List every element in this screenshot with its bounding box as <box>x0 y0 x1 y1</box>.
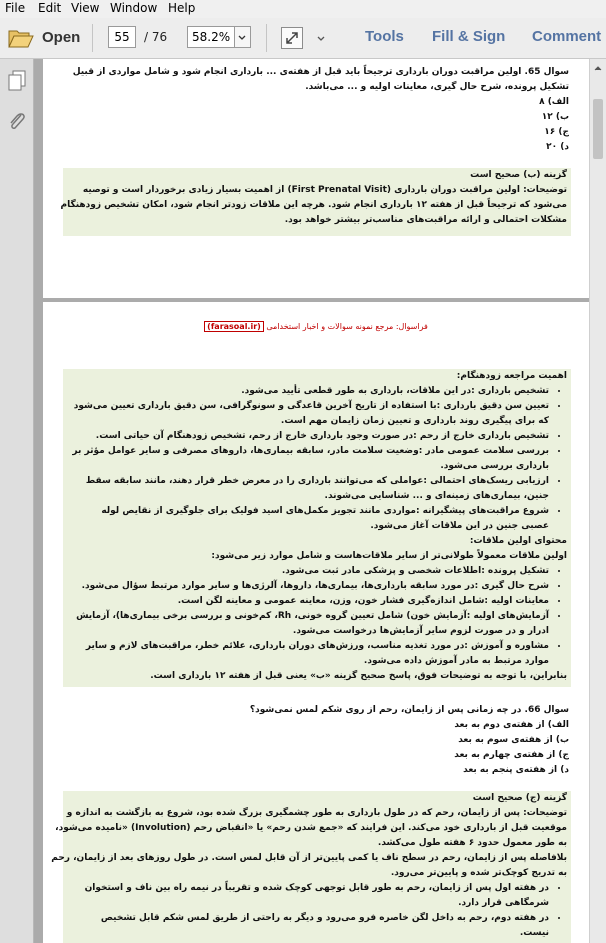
list-item: • بررسی سلامت عمومی مادر :وضعیت سلامت مادر، سابقه بیماری‌ها، داروهای مصرفی و سایر عوامل مؤثر بر بارداری بررسی می‌شود. <box>63 444 549 474</box>
toolbar <box>0 18 606 59</box>
weeks-list <box>63 881 571 941</box>
menu-edit[interactable]: Edit <box>38 1 62 15</box>
fit-page-button[interactable] <box>281 27 303 49</box>
conclusion: بنابراین، با توجه به توضیحات فوق، پاسخ صحیح گزینه «ب» یعنی قبل از هفته ۱۲ بارداری است. <box>150 671 567 681</box>
header-text: فراسوال: مرجع نمونه سوالات و اخبار استخدامی <box>266 322 428 331</box>
toolbar-separator <box>92 24 93 52</box>
answer-heading: گزینه (ب) صحیح است <box>470 170 567 180</box>
list-item: • ارزیابی ریسک‌های احتمالی :عواملی که می‌توانند بارداری را در معرض خطر قرار دهند، مانند سابقه سقط جنین، بیماری‌های زمینه‌ای و ... شناسایی می‌شوند. <box>63 474 549 504</box>
folder-icon <box>8 27 34 49</box>
option-a: الف) از هفته‌ی دوم به بعد <box>454 720 569 730</box>
option-d: د) از هفته‌ی پنجم به بعد <box>463 765 569 775</box>
first-visit-list <box>63 564 571 669</box>
list-item: • شرح حال گیری :در مورد سابقه بارداری‌ها، بیماری‌ها، داروها، آلرژی‌ها و سایر موارد مرتبط سؤال می‌شود. <box>63 579 549 594</box>
comment-button[interactable]: Comment <box>532 28 602 45</box>
list-item: • تشخیص بارداری خارج از رحم :در صورت وجود بارداری خارج از رحم، تشخیص زودهنگام آن حیاتی است. <box>63 429 549 444</box>
list-item: • شروع مراقبت‌های پیشگیرانه :مواردی مانند تجویز مکمل‌های اسید فولیک برای جلوگیری از نقایص لوله عصبی جنین در این ملاقات آغاز می‌شود. <box>63 504 549 534</box>
open-button[interactable] <box>6 24 80 52</box>
scroll-up-icon[interactable] <box>590 61 606 75</box>
page-header <box>43 319 589 334</box>
menu-bar <box>0 0 606 18</box>
option-c: ج) از هفته‌ی چهارم به بعد <box>454 750 569 760</box>
option-b: ب) ۱۲ <box>541 112 569 122</box>
paperclip-icon[interactable] <box>6 109 28 135</box>
explanation-line: موقعیت قبل از بارداری خود می‌کند. این فرایند که «جمع شدن رحم» یا «انقباض رحم (Involution) «نامیده می‌شود، <box>55 823 567 833</box>
zoom-dropdown[interactable] <box>235 26 251 48</box>
explanation-box <box>63 369 571 687</box>
menu-view[interactable]: View <box>71 1 100 15</box>
page-total: / 76 <box>144 30 168 44</box>
navigation-panel <box>0 59 34 943</box>
explanation-line: به طور معمول حدود ۶ هفته طول می‌کشد. <box>377 838 567 848</box>
question-65 <box>69 65 569 155</box>
section-intro: اولین ملاقات معمولاً طولانی‌تر از سایر ملاقات‌هاست و شامل موارد زیر می‌شود: <box>211 551 567 561</box>
question-text: سوال 66. در چه زمانی پس از زایمان، رحم از روی شکم لمس نمی‌شود؟ <box>249 705 569 715</box>
chevron-down-icon[interactable] <box>316 34 326 44</box>
list-item: • مشاوره و آموزش :در مورد تغذیه مناسب، ورزش‌های دوران بارداری، علائم خطر، مراقبت‌های لازم و سایر موارد مرتبط به مادر آموزش داده می‌شود. <box>63 639 549 669</box>
explanation-line: بلافاصله پس از زایمان، رحم در سطح ناف یا کمی پایین‌تر از آن قابل لمس است. در طول روزهای بعد از زایمان، رحم <box>51 853 567 863</box>
answer-box <box>60 168 571 236</box>
explanation-line: مشکلات احتمالی و ارائه مراقبت‌های مناسب‌تر بیشتر خواهد بود. <box>284 215 567 225</box>
list-item: • تشکیل پرونده :اطلاعات شخصی و پزشکی مادر ثبت می‌شود. <box>63 564 549 579</box>
tools-button[interactable]: Tools <box>365 28 404 45</box>
option-d: د) ۲۰ <box>546 142 569 152</box>
question-text: سوال 65. اولین مراقبت دوران بارداری ترجیحاً باید قبل از هفته‌ی ... بارداری انجام شود و شامل مواردی از قبیل <box>72 67 569 77</box>
expand-icon <box>282 28 302 48</box>
question-66 <box>69 703 569 778</box>
importance-list <box>63 384 571 534</box>
option-c: ج) ۱۶ <box>544 127 569 137</box>
option-b: ب) از هفته‌ی سوم به بعد <box>458 735 569 745</box>
menu-window[interactable]: Window <box>110 1 158 15</box>
fill-sign-button[interactable]: Fill & Sign <box>432 28 506 45</box>
explanation-line: به تدریج کوچک‌تر شده و پایین‌تر می‌رود. <box>390 868 567 878</box>
menu-help[interactable]: Help <box>168 1 196 15</box>
explanation-line: توضیحات: پس از زایمان، رحم که در طول بارداری به طور چشمگیری بزرگ شده بود، شروع به بازگشت به اندازه و <box>66 808 567 818</box>
explanation-line: می‌شود که ترجیحاً قبل از هفته ۱۲ بارداری انجام شود. هرچه این ملاقات زودتر انجام شود، امکان تشخیص زودهنگام <box>60 200 567 210</box>
list-item: • تشخیص بارداری :در این ملاقات، بارداری به طور قطعی تأیید می‌شود. <box>63 384 549 399</box>
header-link[interactable]: (farasoal.ir) <box>204 321 264 332</box>
zoom-input[interactable]: 58.2% <box>187 26 235 48</box>
open-label: Open <box>42 29 81 46</box>
list-item: • تعیین سن دقیق بارداری :با استفاده از تاریخ آخرین قاعدگی و سونوگرافی، سن دقیق بارداری تعیین می‌شود که برای پیگیری روند بارداری و تعیین زمان زایمان مهم است. <box>63 399 549 429</box>
pdf-page-55 <box>43 59 589 298</box>
page-number-input[interactable]: 55 <box>108 26 136 48</box>
menu-file[interactable]: File <box>5 1 26 15</box>
question-text-line2: تشکیل پرونده، شرح حال گیری، معاینات اولیه و ... می‌باشد. <box>305 82 569 92</box>
list-item: • در هفته دوم، رحم به داخل لگن خاصره فرو می‌رود و دیگر به راحتی از طریق لمس شکم قابل تشخیص نیست. <box>63 911 549 941</box>
section-title: محتوای اولین ملاقات: <box>469 536 567 546</box>
scrollbar-thumb[interactable] <box>593 99 603 159</box>
list-item: • آزمایش‌های اولیه :آزمایش خون) شامل تعیین گروه خونی، Rh، کم‌خونی و بررسی برخی بیماری‌ها)، آزمایش ادرار و در صورت لزوم سایر آزمایش‌ها درخواست می‌شود. <box>63 609 549 639</box>
vertical-scrollbar[interactable] <box>589 59 606 943</box>
section-title: اهمیت مراجعه زودهنگام: <box>456 371 567 381</box>
toolbar-separator <box>266 24 267 52</box>
pages-icon[interactable] <box>6 69 28 93</box>
option-a: الف) ۸ <box>539 97 569 107</box>
list-item: • معاینات اولیه :شامل اندازه‌گیری فشار خون، وزن، معاینه عمومی و معاینه لگن است. <box>63 594 549 609</box>
chevron-down-icon <box>235 27 249 47</box>
pdf-page-56 <box>43 302 589 943</box>
list-item: • در هفته اول پس از زایمان، رحم به طور قابل توجهی کوچک شده و تقریباً در نیمه راه بین ناف و استخوان شرمگاهی قرار دارد. <box>63 881 549 911</box>
answer-heading: گزینه (ج) صحیح است <box>472 793 567 803</box>
explanation-line: توضیحات: اولین مراقبت دوران بارداری (First Prenatal Visit) از اهمیت بسیار زیادی برخوردار است و توصیه <box>82 185 567 195</box>
answer-box <box>51 791 571 943</box>
